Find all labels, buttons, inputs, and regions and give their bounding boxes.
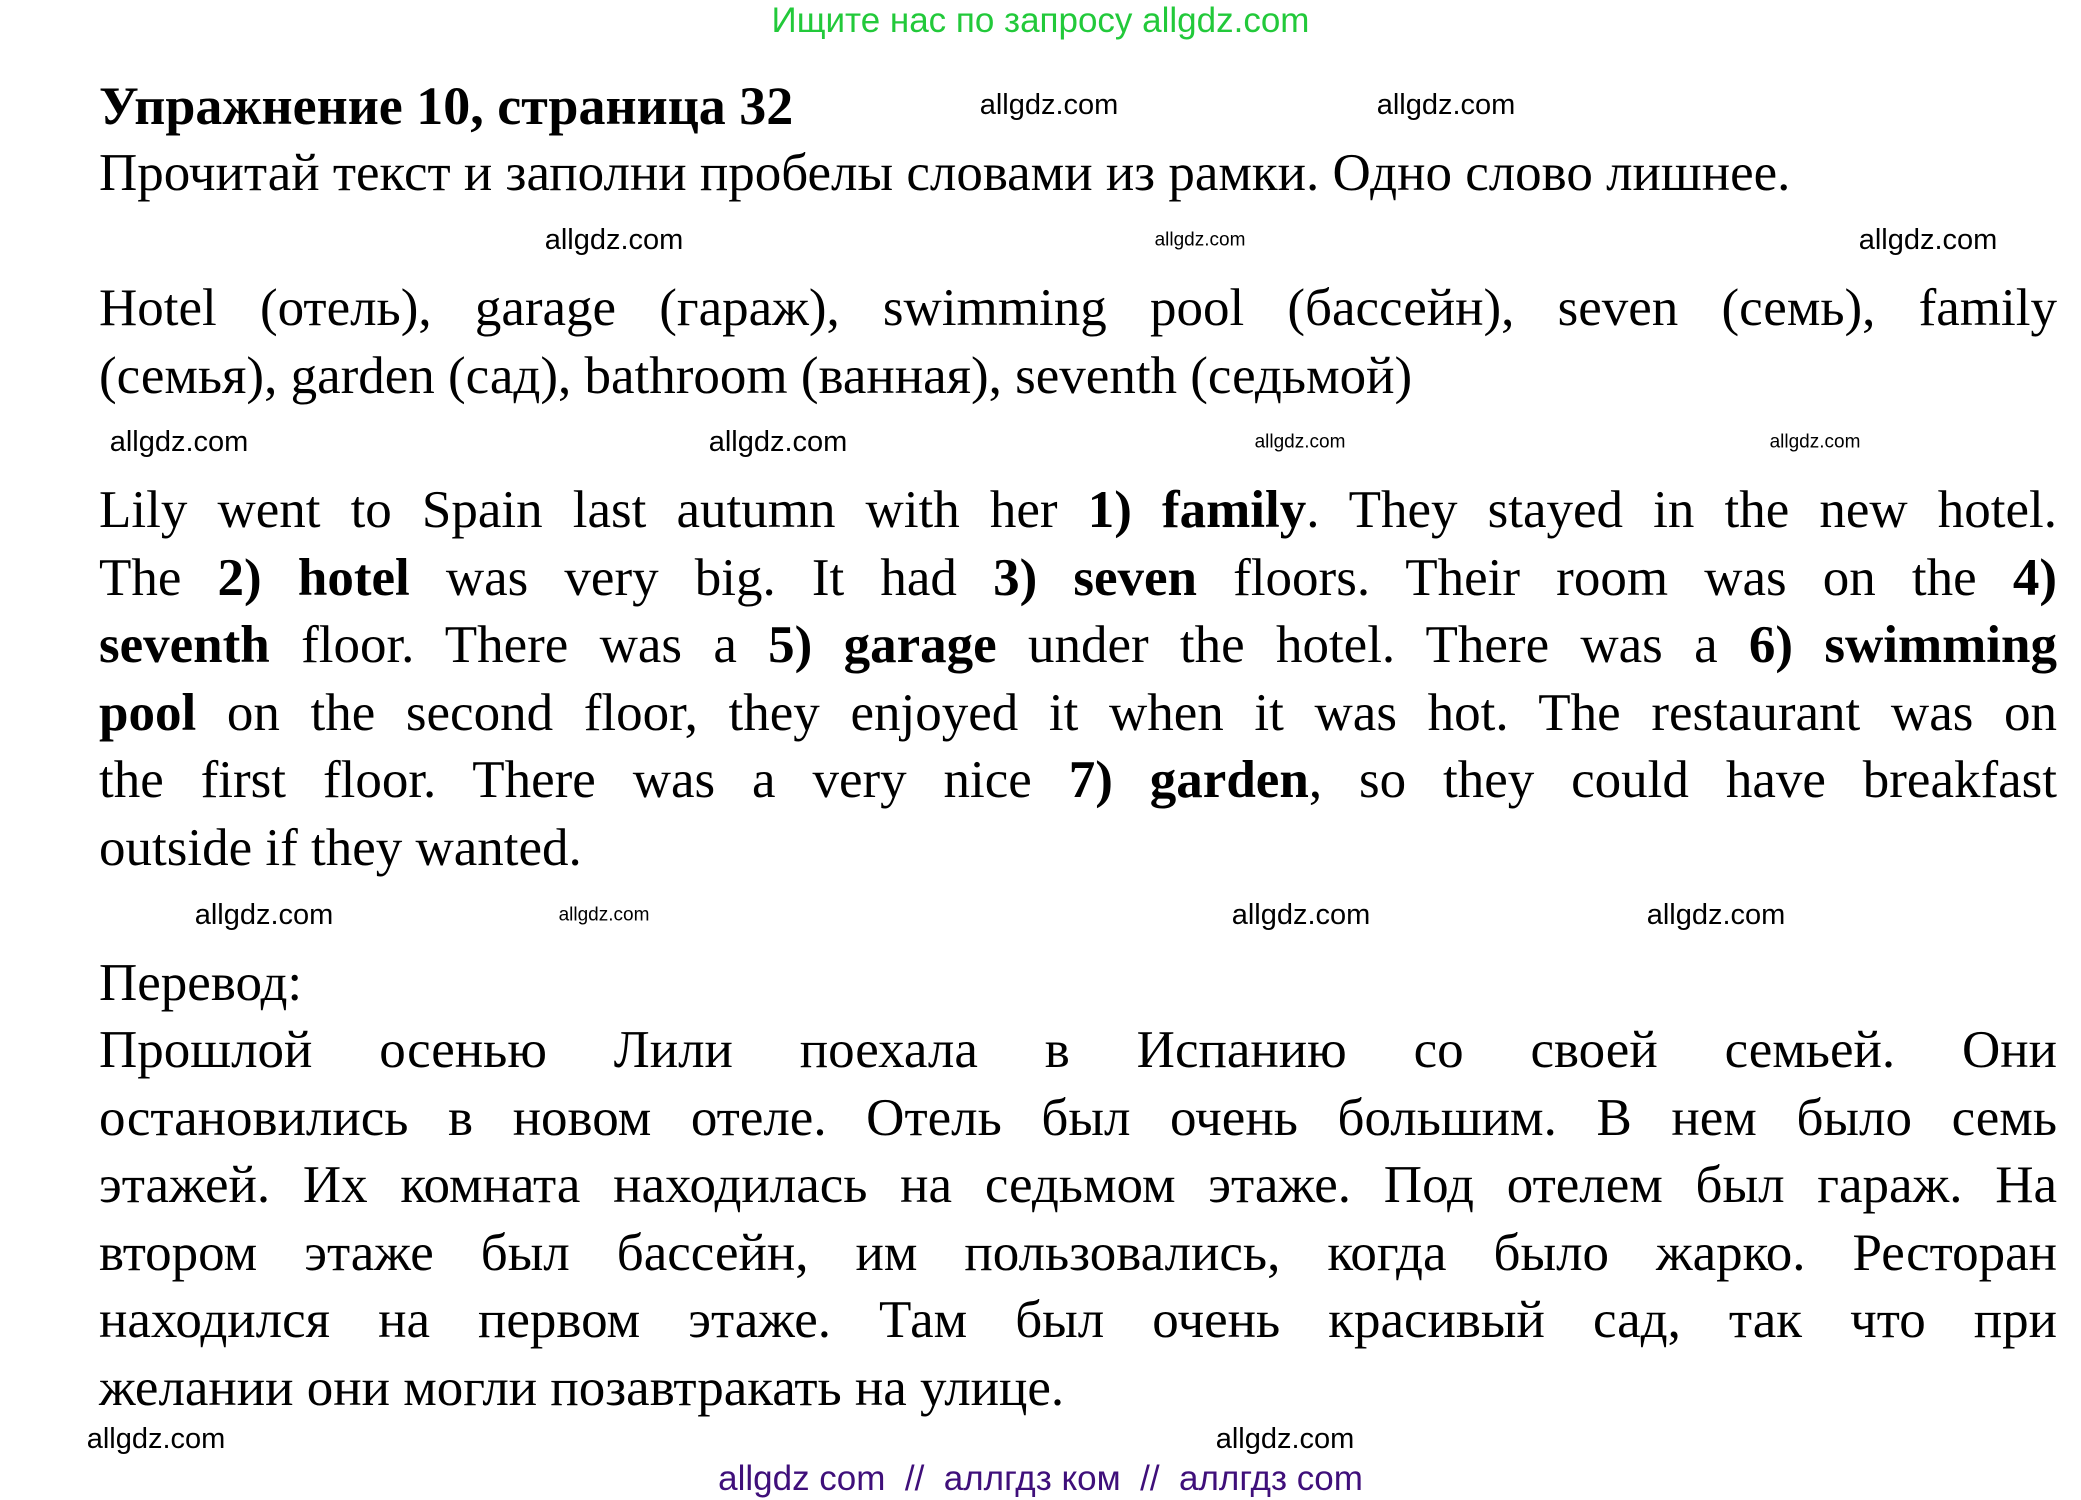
text-line	[99, 815, 2057, 883]
story-text	[99, 477, 2057, 882]
text-segment: желании они могли позавтракать на улице.	[99, 1358, 1065, 1417]
watermark: allgdz.com	[1231, 899, 1371, 932]
answer-text: 2) hotel	[217, 548, 410, 607]
watermark: allgdz.com	[979, 89, 1119, 122]
text-line	[99, 747, 2057, 815]
watermark: allgdz.com	[109, 426, 249, 459]
watermark: allgdz.com	[1646, 899, 1786, 932]
watermark: allgdz.com	[1376, 89, 1516, 122]
text-segment: этажей. Их комната находилась на седьмом этаже. Под отелем был гараж. На	[99, 1156, 2057, 1214]
text-line	[99, 1152, 2057, 1220]
text-segment: Hotel (отель), garage (гараж), swimming pool (бассейн), seven (семь), family	[99, 279, 2057, 337]
text-line	[99, 275, 2057, 343]
text-line	[99, 1355, 2057, 1423]
answer-text: 7) garden	[1068, 751, 1309, 809]
watermark: allgdz.com	[1254, 431, 1346, 453]
text-line	[99, 477, 2057, 545]
text-line	[99, 1017, 2057, 1085]
text-segment: outside if they wanted.	[99, 818, 582, 877]
answer-text: 6) swimming	[1748, 616, 2057, 674]
text-line	[99, 1287, 2057, 1355]
text-segment: Прошлой осенью Лили поехала в Испанию со своей семьей. Они	[99, 1021, 2057, 1079]
text-segment: under the hotel. There was a	[996, 616, 1749, 674]
text-line	[99, 545, 2057, 613]
text-line	[99, 1085, 2057, 1153]
footer-links: allgdz com // аллгдз ком // аллгдз com	[718, 1459, 1363, 1498]
text-segment: floor. There was a	[269, 616, 769, 674]
text-line	[99, 612, 2057, 680]
text-segment: the first floor. There was a very nice	[99, 751, 1069, 809]
answer-text: 1) family	[1087, 481, 1307, 539]
watermark: allgdz.com	[544, 224, 684, 257]
text-segment: Lily went to Spain last autumn with her	[99, 481, 1088, 539]
text-segment: . They stayed in the new hotel.	[1306, 481, 2057, 539]
watermark: allgdz.com	[1215, 1423, 1355, 1456]
vocab-box	[99, 275, 2057, 410]
exercise-title: Упражнение 10, страница 32	[99, 76, 794, 136]
text-line	[99, 343, 2057, 411]
watermark: allgdz.com	[1154, 229, 1246, 251]
watermark: allgdz.com	[1858, 224, 1998, 257]
translation-heading-block	[99, 950, 2057, 1018]
search-banner: Ищите нас по запросу allgdz.com	[771, 1, 1310, 40]
answer-text: pool	[99, 683, 197, 742]
text-segment: втором этаже был бассейн, им пользовались, когда было жарко. Ресторан	[99, 1223, 2057, 1282]
watermark: allgdz.com	[86, 1423, 226, 1456]
answer-text: 4)	[2012, 548, 2057, 607]
text-segment: (семья), garden (сад), bathroom (ванная), seventh (седьмой)	[99, 346, 1413, 405]
instruction-text: Прочитай текст и заполни пробелы словами из рамки. Одно слово лишнее.	[99, 144, 1791, 202]
answer-text: 5) garage	[768, 616, 997, 674]
text-segment: on the second floor, they enjoyed it when it was hot. The restaurant was on	[196, 683, 2057, 742]
watermark: allgdz.com	[558, 904, 650, 926]
instruction	[99, 140, 2057, 208]
text-line	[99, 680, 2057, 748]
text-line	[99, 1220, 2057, 1288]
text-segment: остановились в новом отеле. Отель был очень большим. В нем было семь	[99, 1088, 2057, 1147]
text-segment: The	[99, 548, 218, 607]
answer-text: 3) seven	[993, 548, 1198, 607]
watermark: allgdz.com	[194, 899, 334, 932]
watermark: allgdz.com	[1769, 431, 1861, 453]
answer-text: seventh	[99, 616, 270, 674]
text-segment: , so they could have breakfast	[1308, 751, 2057, 809]
translation-heading: Перевод:	[99, 954, 303, 1012]
text-segment: floors. Their room was on the	[1197, 548, 2013, 607]
watermark: allgdz.com	[708, 426, 848, 459]
text-segment: was very big. It had	[409, 548, 994, 607]
translation-text	[99, 1017, 2057, 1422]
text-segment: находился на первом этаже. Там был очень красивый сад, так что при	[99, 1291, 2057, 1349]
